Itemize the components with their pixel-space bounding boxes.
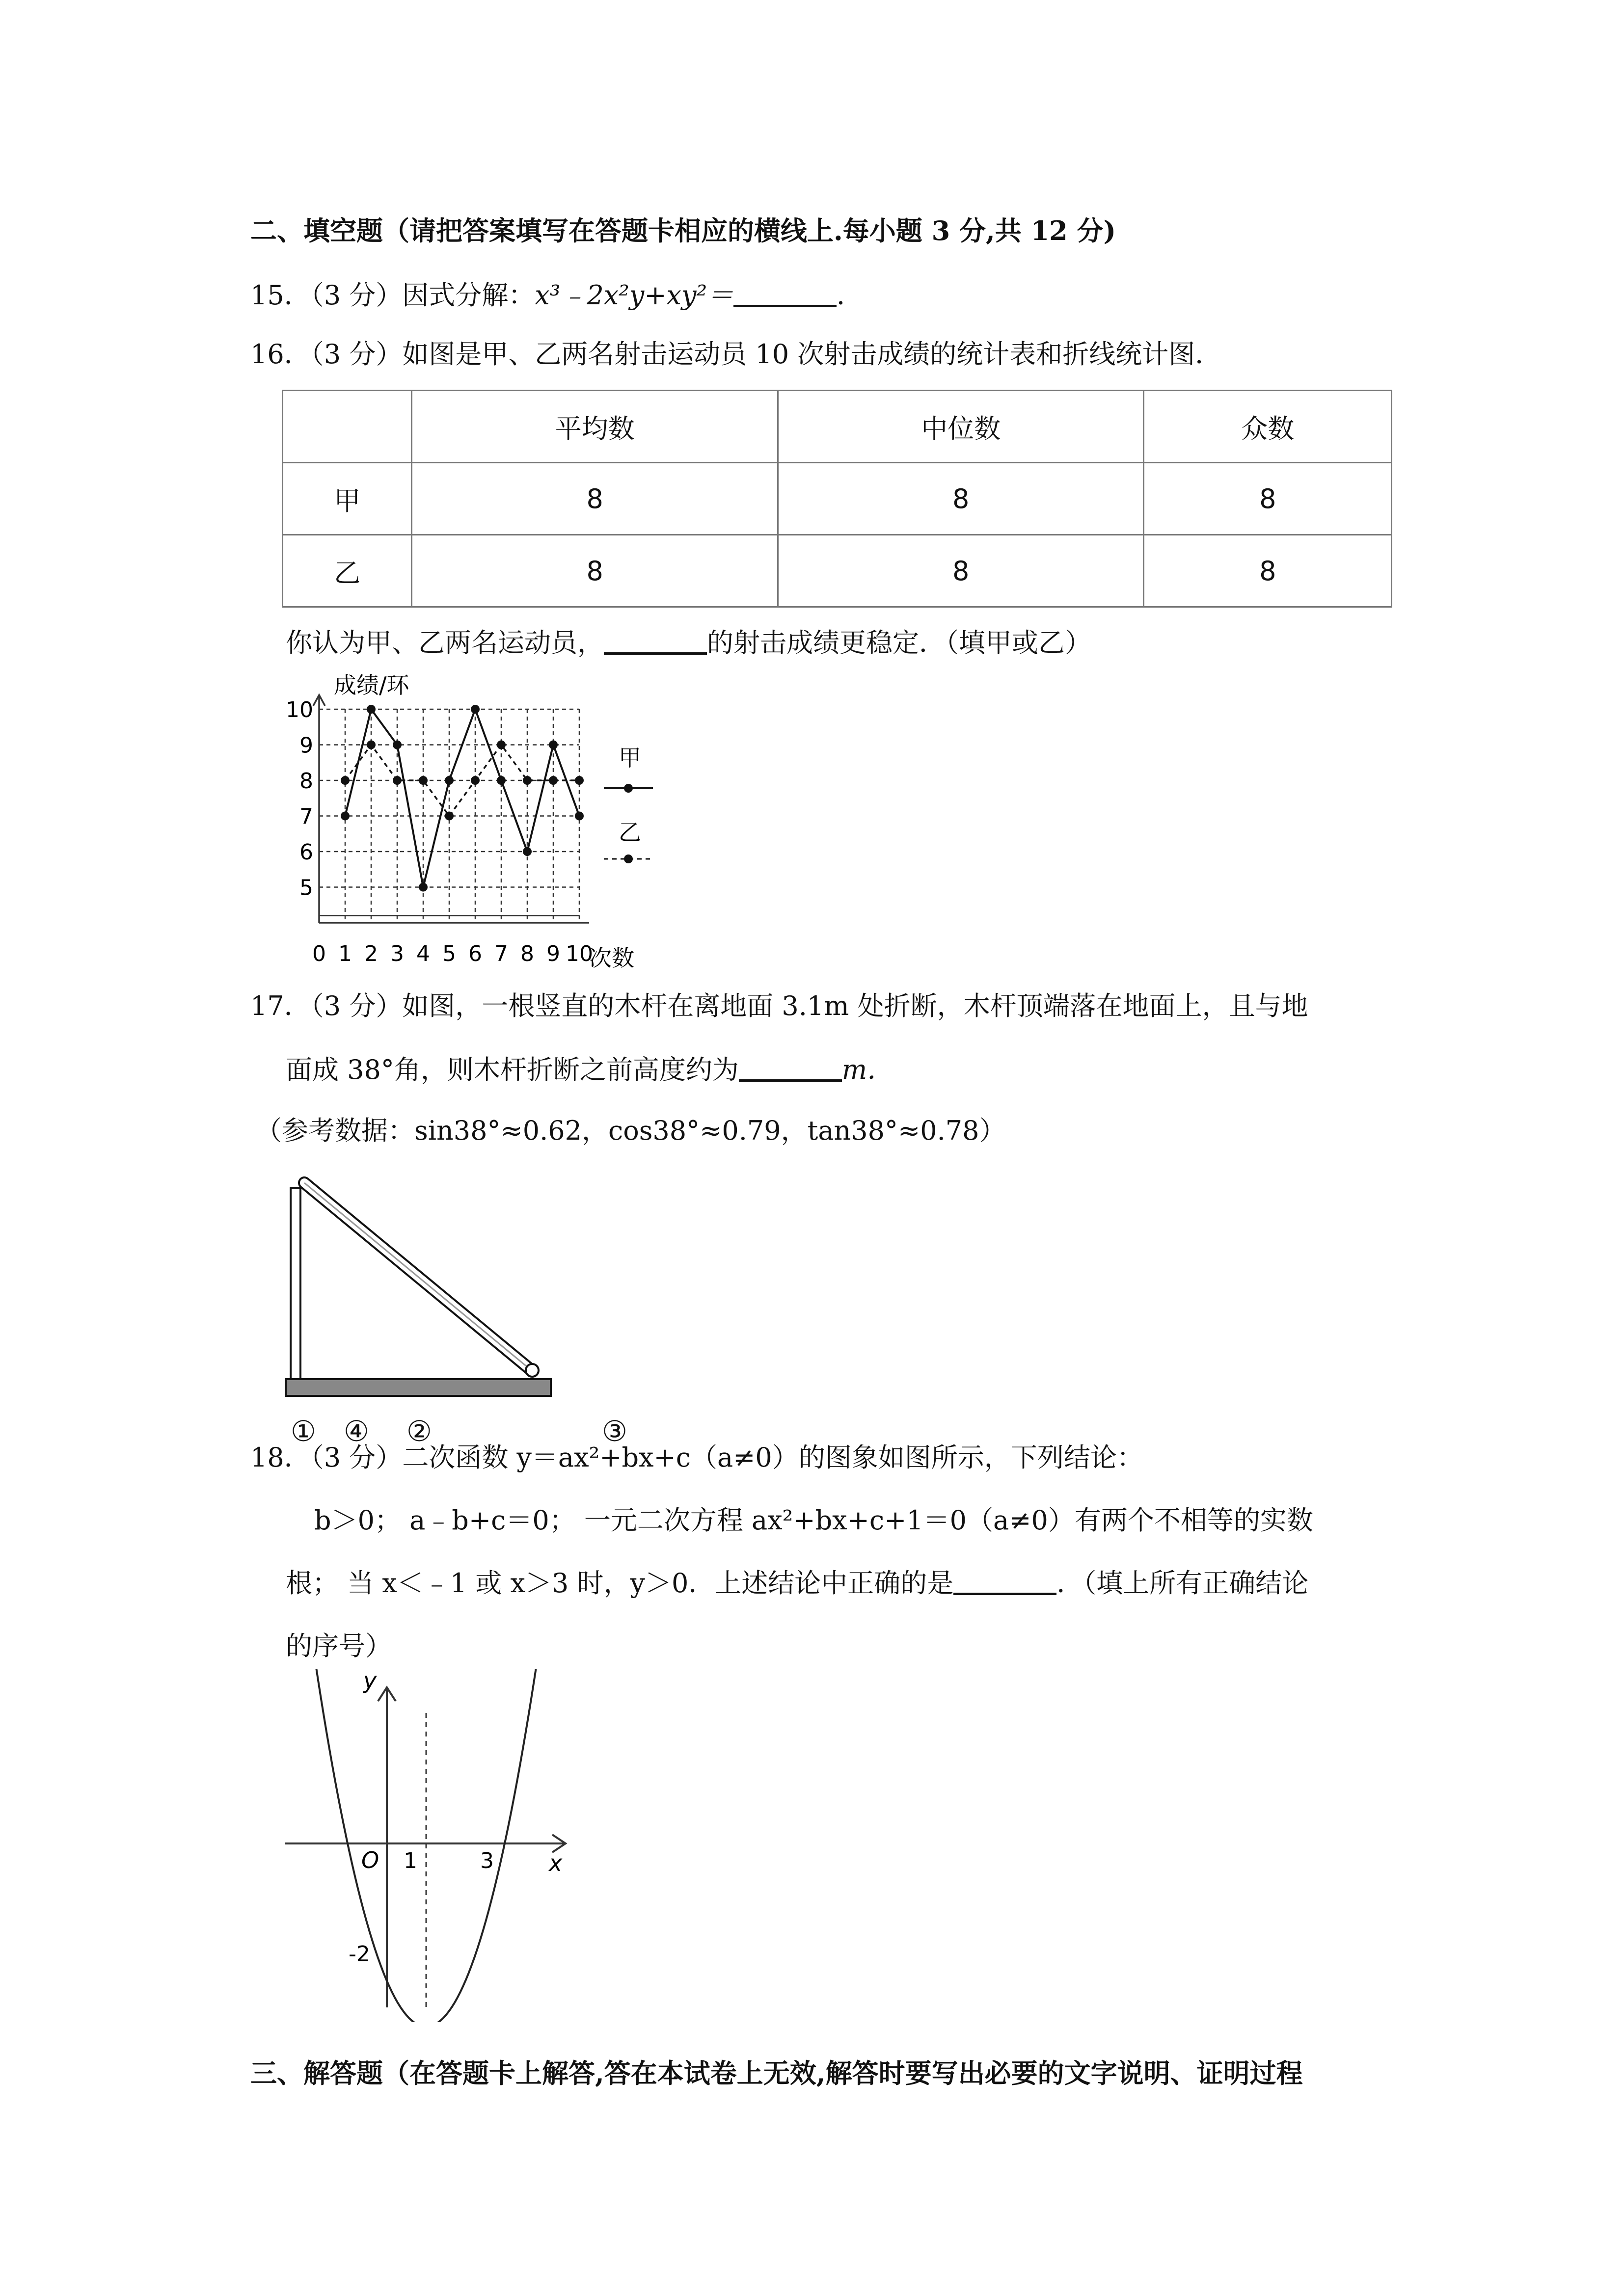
- table-cell: 8: [778, 463, 1144, 535]
- x-tick-label: 5: [442, 941, 456, 966]
- table-cell: 8: [778, 535, 1144, 607]
- data-point: [445, 812, 454, 821]
- q16-points: （3 分）: [310, 339, 403, 370]
- q15-expression: x³﹣2x²y+xy²＝: [535, 280, 734, 311]
- q15-answer-blank[interactable]: [733, 283, 837, 307]
- chart-axes: [286, 695, 593, 966]
- chart-ylabel: 成绩/环: [334, 672, 409, 698]
- broken-pole-figure: [275, 1168, 560, 1404]
- q16-text: 如图是甲、乙两名射击运动员 10 次射击成绩的统计表和折线统计图．: [402, 339, 1222, 370]
- data-point: [367, 741, 376, 749]
- series-line-jia: [345, 709, 579, 887]
- tick-3-label: 3: [480, 1848, 494, 1873]
- table-cell: 8: [412, 463, 778, 535]
- x-tick-label: 1: [338, 941, 352, 966]
- pole-tip-icon: [526, 1364, 539, 1377]
- marker-3: ③: [602, 1415, 627, 1448]
- q18-points: （3 分）: [310, 1442, 403, 1473]
- data-point: [419, 883, 428, 892]
- table-cell: [283, 391, 412, 463]
- marker-2: ②: [406, 1415, 432, 1448]
- question-17: [250, 990, 1308, 1022]
- q17-answer-blank[interactable]: [739, 1058, 842, 1082]
- q16-prompt-a: 你认为甲、乙两名运动员，: [286, 627, 604, 658]
- y-axis-label: y: [363, 1669, 377, 1694]
- legend-label-jia: 甲: [619, 745, 641, 771]
- data-point: [445, 776, 454, 785]
- x-tick-label: 8: [520, 941, 534, 966]
- y-tick-label: 10: [286, 697, 313, 722]
- q17-number: 17．: [250, 990, 311, 1021]
- q17-line2: [286, 1054, 893, 1086]
- table-cell: 8: [412, 535, 778, 607]
- q17-reference: （参考数据：sin38°≈0.62，cos38°≈0.79，tan38°≈0.78）: [255, 1115, 1006, 1146]
- data-point: [471, 776, 480, 785]
- x-tick-label: 2: [364, 941, 378, 966]
- section-2-heading: 二、填空题（请把答案填写在答题卡相应的横线上.每小题 3 分,共 12 分): [250, 215, 1116, 246]
- q18-line3a: 根； 当 x＜﹣1 或 x＞3 时，y＞0．上述结论中正确的是: [286, 1568, 954, 1599]
- data-point: [341, 812, 350, 821]
- data-point: [393, 776, 402, 785]
- x-tick-label: 6: [468, 941, 482, 966]
- table-cell: 乙: [283, 535, 412, 607]
- question-16: [250, 339, 1221, 371]
- q16-prompt: [286, 627, 1091, 659]
- data-point: [549, 741, 558, 749]
- data-point: [549, 776, 558, 785]
- x-tick-label: 4: [416, 941, 430, 966]
- data-point: [393, 741, 402, 749]
- q18-number: 18．: [250, 1442, 311, 1473]
- q17-points: （3 分）: [310, 990, 403, 1021]
- question-18: [250, 1442, 1143, 1474]
- data-point: [341, 776, 350, 785]
- x-tick-label: 0: [312, 941, 326, 966]
- marker-1: ①: [291, 1415, 316, 1448]
- q18-line3b: ．（填上所有正确结论: [1056, 1568, 1309, 1599]
- q15-text: 因式分解：: [402, 280, 535, 311]
- table-cell: 平均数: [412, 391, 778, 463]
- y-tick-label: 8: [299, 769, 313, 794]
- chart-series: [341, 705, 584, 892]
- y-tick-label: 5: [299, 875, 313, 901]
- data-point: [497, 776, 506, 785]
- table-cell: 中位数: [778, 391, 1144, 463]
- x-tick-label: 10: [566, 941, 593, 966]
- data-point: [471, 705, 480, 714]
- x-tick-label: 7: [494, 941, 508, 966]
- tick-1-label: 1: [404, 1848, 417, 1873]
- data-point: [575, 812, 584, 821]
- section-3-heading: 三、解答题（在答题卡上解答,答在本试卷上无效,解答时要写出必要的文字说明、证明过程: [250, 2057, 1303, 2089]
- table-row: [283, 463, 1392, 535]
- q15-end: ．: [837, 280, 864, 311]
- marker-4: ④: [344, 1415, 369, 1448]
- q17-line2a: 面成 38°角，则木杆折断之前高度约为: [286, 1054, 739, 1085]
- question-15: [250, 280, 863, 312]
- data-point: [575, 776, 584, 785]
- q18-text: 二次函数 y＝ax²+bx+c（a≠0）的图象如图所示，下列结论：: [402, 1442, 1143, 1473]
- q15-number: 15．: [250, 280, 311, 311]
- table-cell: 甲: [283, 463, 412, 535]
- table-row: [283, 535, 1392, 607]
- data-point: [523, 776, 532, 785]
- q18-line3: [286, 1568, 1308, 1600]
- legend-label-yi: 乙: [619, 819, 641, 846]
- legend-marker-jia: [624, 784, 633, 793]
- table-cell: 众数: [1144, 391, 1392, 463]
- y-tick-label: 7: [299, 804, 313, 829]
- data-point: [523, 847, 532, 856]
- data-point: [367, 705, 376, 714]
- x-tick-label: 9: [546, 941, 560, 966]
- q18-line4: 的序号）: [286, 1630, 392, 1661]
- legend-marker-yi: [624, 854, 633, 863]
- table-cell: 8: [1144, 463, 1392, 535]
- q16-prompt-b: 的射击成绩更稳定．（填甲或乙）: [707, 627, 1091, 658]
- x-tick-label: 3: [390, 941, 404, 966]
- q17-line2b: m．: [841, 1054, 894, 1085]
- q18-answer-blank[interactable]: [953, 1571, 1056, 1595]
- q16-answer-blank[interactable]: [604, 631, 707, 655]
- ground-icon: [286, 1379, 551, 1396]
- y-tick-label: 6: [299, 840, 313, 865]
- chart-xlabel: 次数: [589, 945, 634, 971]
- stats-table: [282, 390, 1392, 608]
- tick-neg2-label: -2: [349, 1942, 370, 1967]
- q16-number: 16．: [250, 339, 311, 370]
- q17-line1: 如图，一根竖直的木杆在离地面 3.1m 处折断，木杆顶端落在地面上，且与地: [402, 990, 1308, 1021]
- origin-label: O: [361, 1847, 379, 1873]
- q18-line2: b＞0； a﹣b+c＝0； 一元二次方程 ax²+bx+c+1＝0（a≠0）有两个不相等的实数: [314, 1505, 1313, 1536]
- data-point: [419, 776, 428, 785]
- q15-points: （3 分）: [310, 280, 403, 311]
- y-tick-label: 9: [299, 733, 313, 758]
- parabola-graph: [275, 1669, 589, 2022]
- x-axis-label: x: [549, 1850, 563, 1876]
- standing-pole-icon: [291, 1188, 300, 1379]
- data-point: [497, 741, 506, 749]
- table-header-row: [283, 391, 1392, 463]
- table-cell: 8: [1144, 535, 1392, 607]
- shooting-line-chart: [275, 667, 717, 972]
